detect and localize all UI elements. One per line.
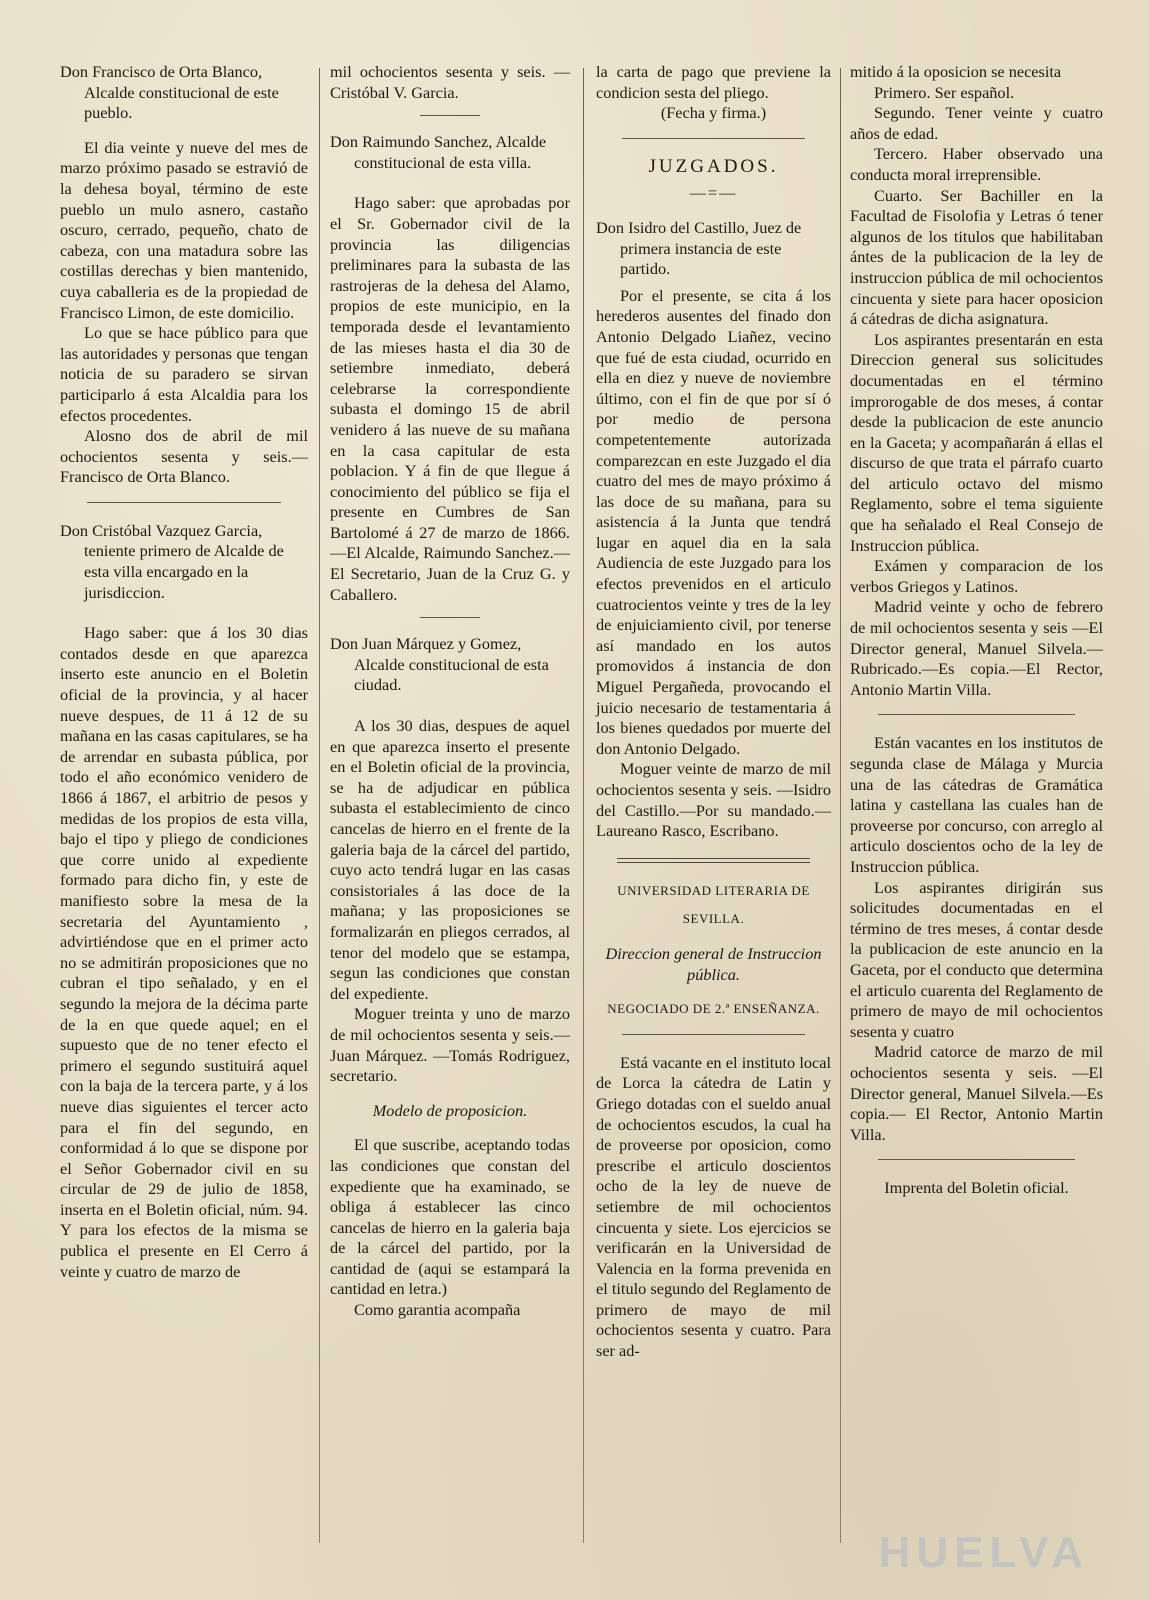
section-dash: —=—: [689, 183, 738, 203]
requirement: Segundo. Tener veinte y cuatro años de edad.: [850, 103, 1103, 143]
notice-header: Don Juan Márquez y Gomez, Alcalde constitucional de esta ciudad.: [330, 634, 549, 695]
notice-header: Don Raimundo Sanchez, Alcalde constitucional de esta villa.: [330, 132, 547, 172]
requirement: Tercero. Haber observado una conducta moral irreprensible.: [850, 144, 1103, 184]
paragraph: Alosno dos de abril de mil ochocientos sesenta y seis.— Francisco de Orta Blanco.: [60, 426, 308, 487]
paragraph: Los aspirantes presentarán en esta Direccion general sus solicitudes documentadas en el término improrogable de dos meses, á contar desde la publicacion de este anuncio en la Gaceta; y acompañarán á ellas el discurso de que trata el párrafo cuarto del articulo octavo del mismo Reglamento, sobre el tema siguiente que ha señalado el Real Consejo de Instruccion pública.: [850, 329, 1103, 555]
paragraph: Exámen y comparacion de los verbos Griegos y Latinos.: [850, 556, 1103, 596]
column-2: [330, 62, 570, 1321]
negociado: NEGOCIADO DE 2.ª ENSEÑANZA.: [607, 1001, 820, 1017]
imprint: Imprenta del Boletin oficial.: [884, 1178, 1069, 1198]
notice-header: Don Francisco de Orta Blanco, Alcalde constitucional de este pueblo.: [60, 62, 279, 123]
separator: [420, 115, 480, 116]
paragraph: Lo que se hace público para que las autoridades y personas que tengan noticia de su paradero se sirvan participarlo á esta Alcaldia para los efectos procedentes.: [60, 323, 308, 425]
university-title: UNIVERSIDAD LITERARIA DE: [617, 882, 810, 898]
separator: [878, 1159, 1075, 1160]
separator: [617, 858, 810, 863]
paragraph: mil ochocientos sesenta y seis. —Cristóbal V. Garcia.: [330, 62, 570, 102]
paragraph: A los 30 dias, despues de aquel en que aparezca inserto el presente en el Boletin oficial de la provincia, se ha de adjudicar en pública subasta el establecimiento de cinco cancelas de hierro en el frente de la galeria baja de la cárcel del partido, cuyo acto tendrá lugar en las casas consistoriales á las doce de la mañana; y las proposiciones se formalizarán en pliegos cerrados, al tenor del modelo que se estampa, segun las condiciones que constan del expediente.: [330, 716, 570, 1003]
separator: [420, 617, 480, 618]
notice-header: Don Cristóbal Vazquez Garcia, teniente primero de Alcalde de esta villa encargado en la jurisdiccion.: [60, 520, 284, 602]
paragraph: Los aspirantes dirigirán sus solicitudes documentadas en el término de tres meses, á contar desde la publicacion de este anuncio en la Gaceta, por el conducto que determina el articulo cuarenta del Reglamento de primero de mayo de mil ochocientos sesenta y cuatro: [850, 877, 1103, 1041]
column-rule-2: [583, 68, 584, 1543]
section-title: JUZGADOS.: [648, 155, 779, 177]
paragraph: Como garantia acompaña: [354, 1300, 521, 1320]
paragraph: mitido á la oposicion se necesita: [850, 62, 1062, 81]
separator: [622, 1034, 805, 1035]
paragraph: Hago saber: que á los 30 dias contados desde en que aparezca inserto este anuncio en el Boletin oficial de la provincia, y al hacer nueve despues, de 11 á 12 de su mañana en las casas capitulares, se ha de arrendar en subasta pública, por todo el año económico venidero de 1866 á 1867, el arbitrio de pesos y medidas de los propios de esta villa, bajo el tipo y pliego de condiciones que corre unido al expediente formado para dicho fin, y este de manifiesto sobre la mesa de la secretaria del Ayuntamiento , advirtiéndose que en el primer acto no se admitirán proposiciones que no cubran el tipo señalado, y en el segundo la mejora de la décima parte de la en que quede aquel; en el supuesto que de no tener efecto el primero el segundo sustituirá aquel con la baja de la tercera parte, y á los nueve dias siguientes el tercer acto para el fin del segundo, en conformidad á lo que se dispone por el Señor Gobernador civil en su circular de 29 de julio de 1858, inserta en el Boletin oficial, núm. 94. Y para los efectos de la misma se publica el presente en El Cerro á veinte y cuatro de marzo de: [60, 623, 308, 1281]
column-rule-1: [319, 68, 320, 1543]
paragraph: El dia veinte y nueve del mes de marzo próximo pasado se estravió de la dehesa boyal, término de este pueblo un mulo asnero, castaño oscuro, cerrado, pequeño, chato de cabeza, con una matadura sobre las costillas derechas y bien mantenido, cuya caballeria es de la propiedad de Francisco Limon, de este domicilio.: [60, 137, 308, 322]
model-title: Modelo de proposicion.: [372, 1100, 528, 1120]
column-3: [596, 62, 831, 1362]
notice-header: Don Isidro del Castillo, Juez de primera instancia de este partido.: [596, 217, 802, 279]
paragraph: Moguer treinta y uno de marzo de mil ochocientos sesenta y seis.—Juan Márquez. —Tomás Rodriguez, secretario.: [330, 1004, 570, 1086]
paragraph: Está vacante en el instituto local de Lorca la cátedra de Latin y Griego dotadas con el sueldo anual de ochocientos escudos, la cual ha de proveerse por oposicion, como prescribe el articulo doscientos ocho de la ley de nueve de setiembre de mil ochocientos cincuenta y siete. Los ejercicios se verificarán en la Universidad de Valencia en la forma prevenida en el titulo segundo del Reglamento de primero de mayo de mil ochocientos sesenta y cuatro. Para ser ad-: [596, 1052, 831, 1361]
column-4: [850, 62, 1103, 1199]
university-city: SEVILLA.: [682, 911, 745, 927]
paragraph: la carta de pago que previene la condicion sesta del pliego.: [596, 62, 831, 102]
separator: [622, 138, 805, 139]
paragraph: Moguer veinte de marzo de mil ochocientos sesenta y seis. —Isidro del Castillo.—Por su mandado.—Laureano Rasco, Escribano.: [596, 759, 831, 841]
column-1: [60, 62, 308, 1282]
direction-title: Direccion general de Instruccion pública.: [605, 943, 822, 984]
separator: [87, 502, 280, 503]
paragraph: Madrid veinte y ocho de febrero de mil ochocientos sesenta y seis —El Director general, Manuel Silvela.—Rubricado.—Es copia.—El Rector, Antonio Martin Villa.: [850, 597, 1103, 699]
requirement: Primero. Ser español.: [874, 82, 1015, 102]
column-rule-3: [840, 68, 841, 1543]
paragraph: Están vacantes en los institutos de segunda clase de Málaga y Murcia una de las cátedras de Gramática latina y castellana las cuales han de proveerse por concurso, con arreglo al articulo doscientos ocho de la ley de Instruccion pública.: [850, 733, 1103, 876]
watermark: HUELVA: [878, 1528, 1089, 1577]
separator: [878, 714, 1075, 715]
signature-note: (Fecha y firma.): [660, 103, 767, 123]
paragraph: Hago saber: que aprobadas por el Sr. Gobernador civil de la provincia las diligencias preliminares para la subasta de las rastrojeras de la dehesa del Alamo, propios de este municipio, en la temporada desde el levantamiento de las mieses hasta el dia 30 de setiembre inmediato, deberá celebrarse la correspondiente subasta el domingo 15 de abril venidero á las nueve de su mañana en la casa capitular de esta poblacion. Y á fin de que llegue á conocimiento del público se fija el presente en Cumbres de San Bartolomé á 27 de marzo de 1866.—El Alcalde, Raimundo Sanchez.—El Secretario, Juan de la Cruz G. y Caballero.: [330, 193, 570, 604]
paragraph: Por el presente, se cita á los herederos ausentes del finado don Antonio Delgado Liañez, vecino que fué de esta ciudad, ocurrido en ella en diez y nueve de noviembre último, con el fin de que por sí ó por medio de persona competentemente autorizada comparezcan en este Juzgado el dia cuatro del mes de mayo próximo á las doce de su mañana, para su asistencia á la Junta que tendrá lugar en aquel dia en la sala Audiencia de este Juzgado para los efectos prevenidos en el articulo cuatrocientos veinte y tres de la ley de enjuiciamiento civil, por tenerse así mandado en los autos promovidos á instancia de don Miguel Pergañeda, provocando el juicio necesario de testamentaria á los bienes quedados por muerte del don Antonio Delgado.: [596, 285, 831, 758]
requirement: Cuarto. Ser Bachiller en la Facultad de Fisolofia y Letras ó tener algunos de los titulos que habilitaban ántes de la publicacion de la ley de instruccion pública de mil ochocientos cincuenta y siete para hacer oposicion á cátedras de dicha asignatura.: [850, 185, 1103, 329]
paragraph: El que suscribe, aceptando todas las condiciones que constan del expediente que ha examinado, se obliga á establecer las cinco cancelas de hierro en la galeria baja de la cárcel del partido, por la cantidad de (aqui se estampará la cantidad en letra.): [330, 1135, 570, 1299]
paragraph: Madrid catorce de marzo de mil ochocientos sesenta y seis. —El Director general, Manuel Silvela.—Es copia.— El Rector, Antonio Martin Villa.: [850, 1042, 1103, 1144]
